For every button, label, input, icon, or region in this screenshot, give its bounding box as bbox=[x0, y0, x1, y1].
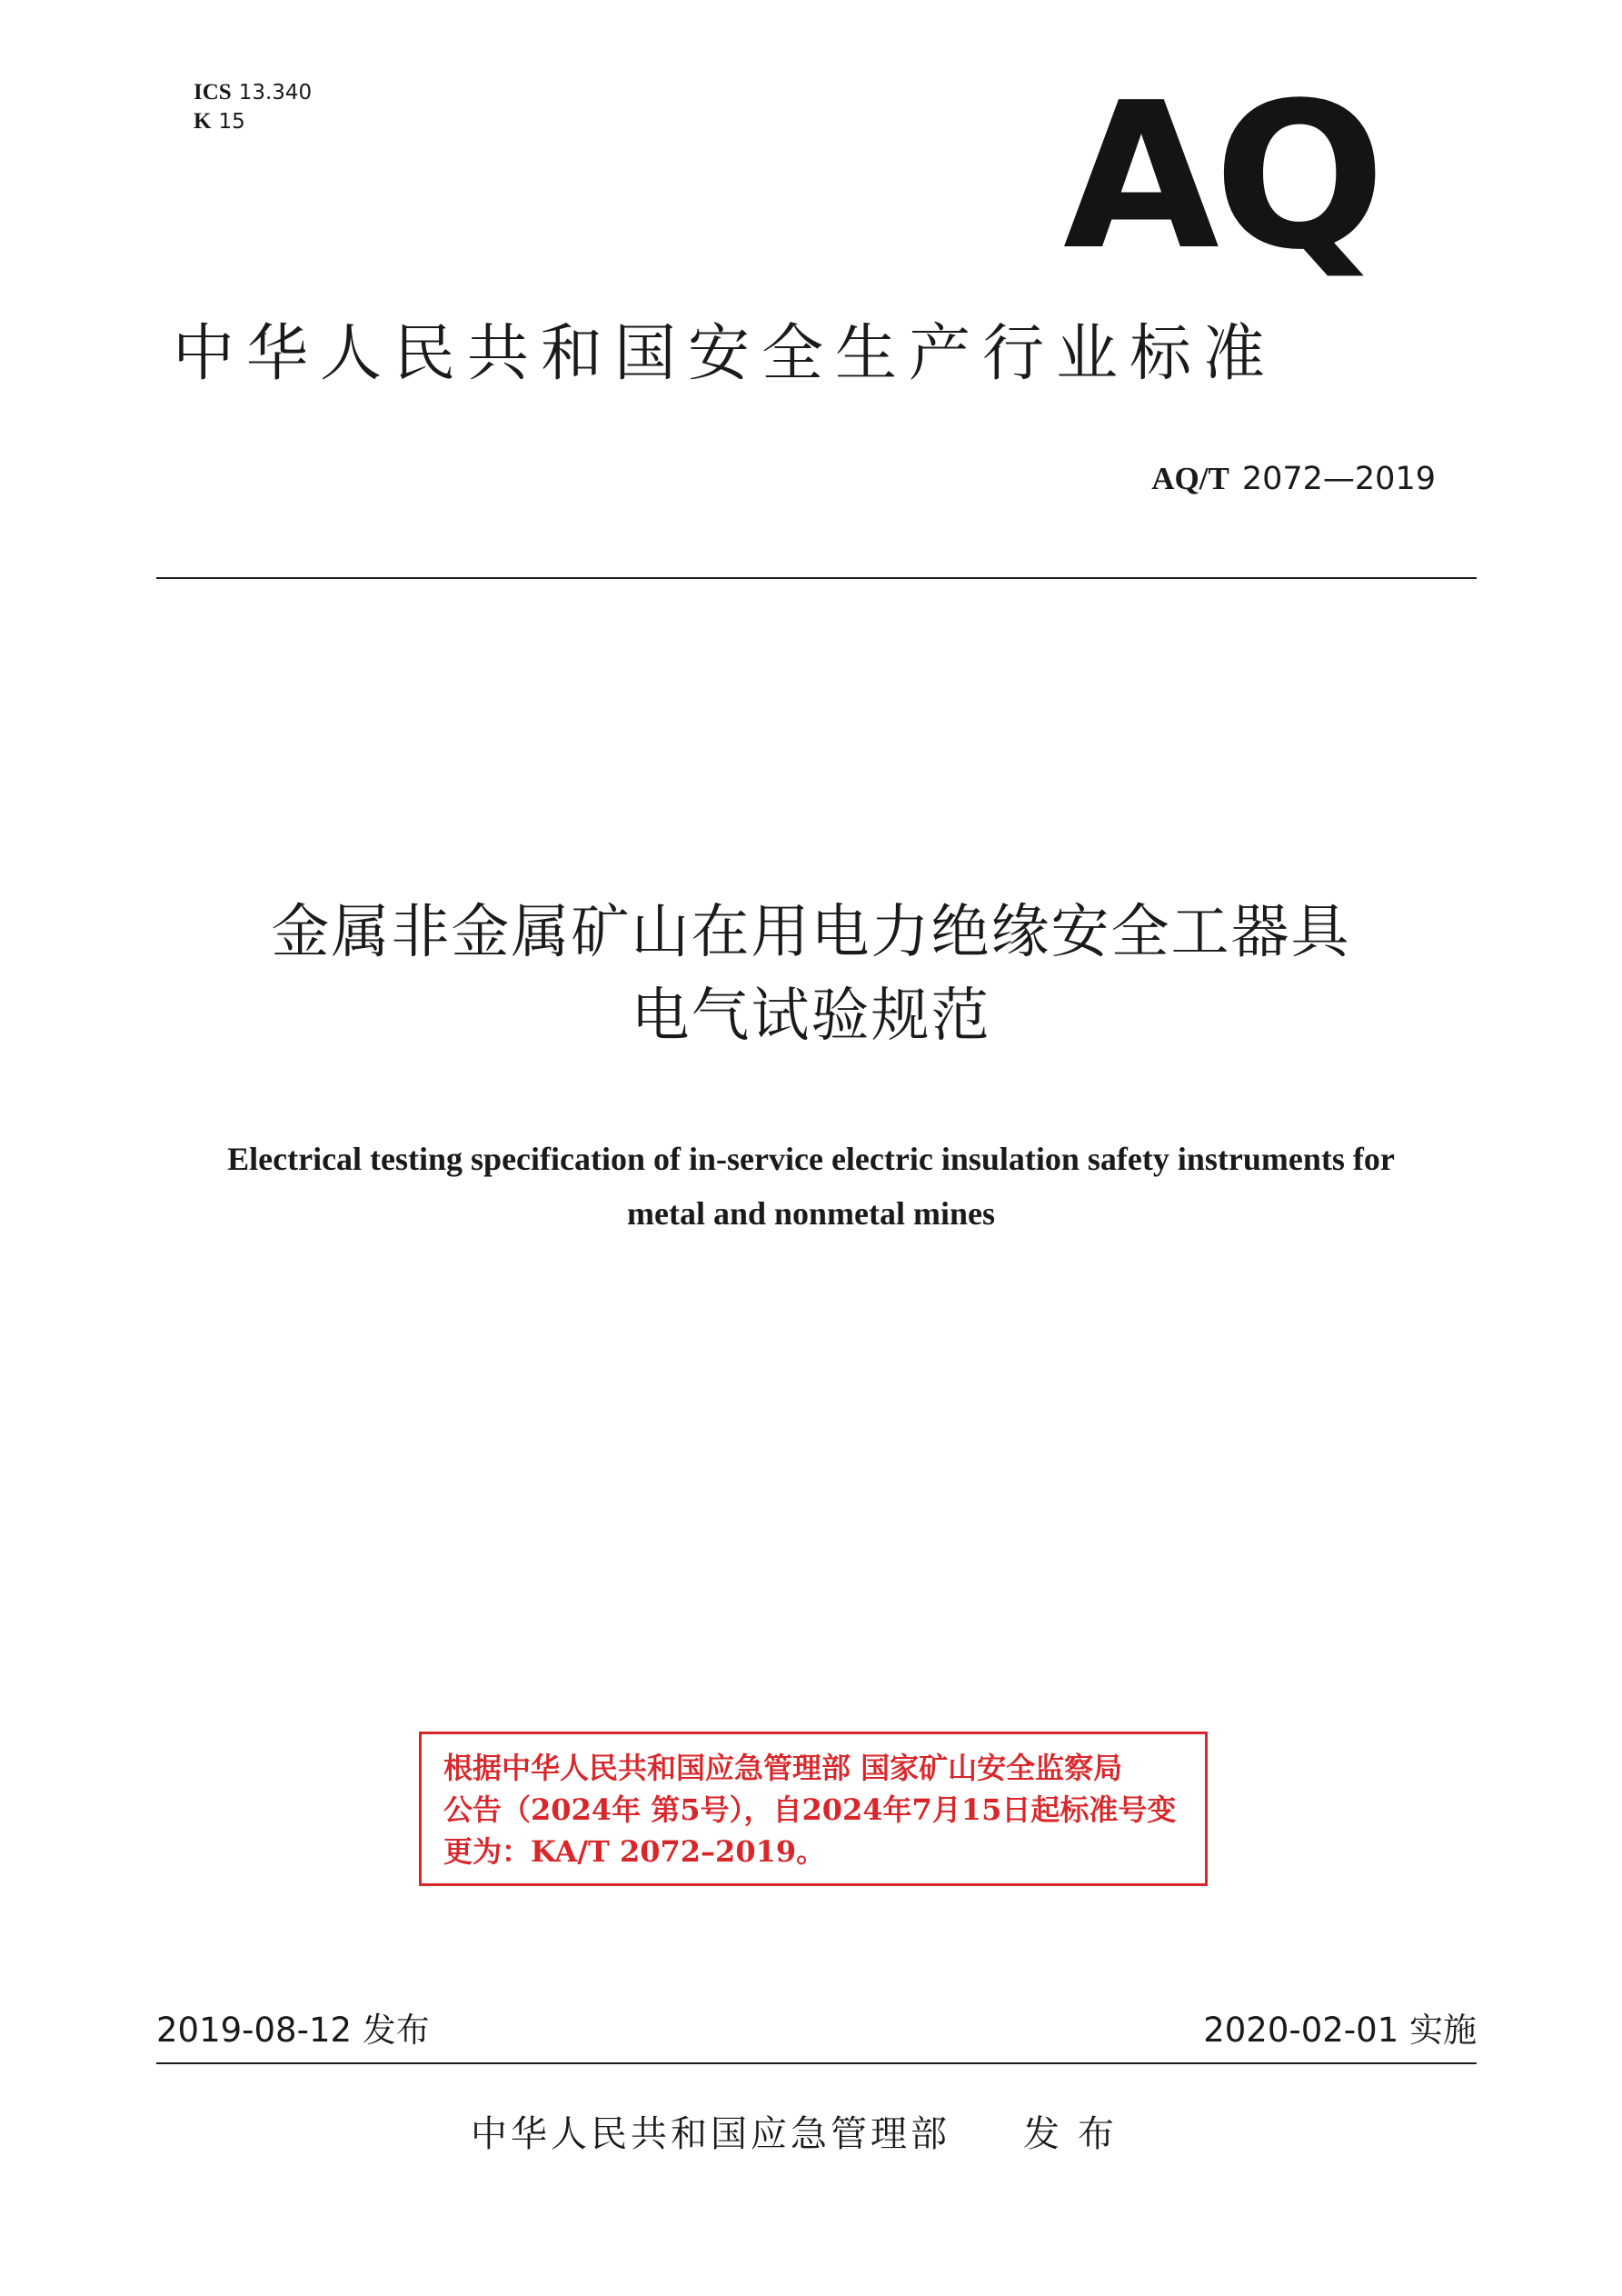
publisher-name: 中华人民共和国应急管理部 bbox=[471, 2113, 950, 2155]
notice-line-3: 更为：KA/T 2072–2019。 bbox=[443, 1834, 826, 1869]
bottom-divider bbox=[156, 2062, 1477, 2064]
standard-number bbox=[1151, 459, 1436, 499]
ics-line bbox=[194, 78, 312, 107]
notice-line-1: 根据中华人民共和国应急管理部 国家矿山安全监察局 bbox=[443, 1751, 1123, 1785]
k-code: 15 bbox=[218, 110, 245, 134]
effective-date: 2020-02-01 实施 bbox=[1203, 2011, 1477, 2050]
english-title-line-1: Electrical testing specification of in-service electric insulation safety instruments for bbox=[227, 1141, 1395, 1177]
notice-line-2: 公告（2024年 第5号），自2024年7月15日起标准号变 bbox=[443, 1792, 1177, 1827]
standard-number-prefix: AQ/T bbox=[1151, 461, 1229, 496]
standard-number-code: 2072—2019 bbox=[1241, 461, 1436, 497]
top-divider bbox=[156, 577, 1477, 579]
dates-row bbox=[156, 2009, 1477, 2052]
k-label: K bbox=[194, 109, 212, 134]
renumbering-notice-box bbox=[419, 1732, 1208, 1886]
english-title bbox=[0, 1132, 1622, 1241]
publisher-line bbox=[471, 2109, 1132, 2160]
k-line bbox=[194, 107, 312, 136]
chinese-title bbox=[0, 891, 1622, 1058]
ics-code: 13.340 bbox=[238, 81, 313, 105]
english-title-line-2: metal and nonmetal mines bbox=[627, 1195, 995, 1232]
chinese-title-line-2: 电气试验规范 bbox=[631, 983, 991, 1050]
industry-standard-title: 中华人民共和国安全生产行业标准 bbox=[173, 318, 1278, 390]
ics-label: ICS bbox=[194, 80, 232, 105]
chinese-title-line-1: 金属非金属矿山在用电力绝缘安全工器具 bbox=[271, 899, 1351, 966]
classification-codes bbox=[194, 78, 312, 136]
issue-date: 2019-08-12 发布 bbox=[156, 2011, 430, 2050]
publish-action: 发布 bbox=[1023, 2113, 1132, 2155]
aq-logo: AQ bbox=[1063, 60, 1380, 294]
